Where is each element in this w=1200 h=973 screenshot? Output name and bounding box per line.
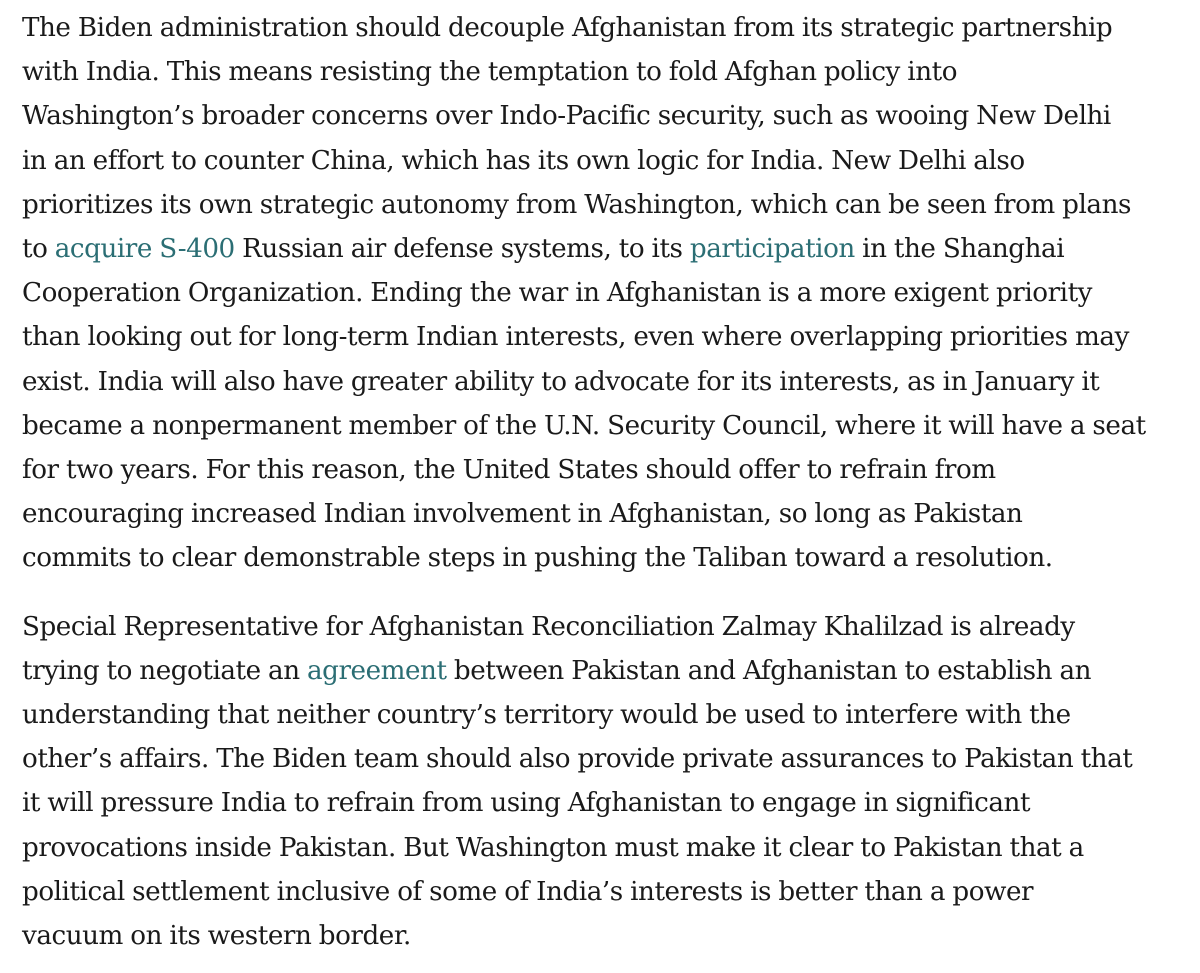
text-line (22, 404, 1194, 448)
text-segment: prioritizes its own strategic autonomy from Washington, which can be seen from plans (22, 189, 1131, 220)
text-line (22, 826, 1194, 870)
text-line (22, 183, 1194, 227)
text-segment: between Pakistan and Afghanistan to establish an (446, 655, 1092, 686)
text-line (22, 914, 1194, 958)
text-segment: Cooperation Organization. Ending the war in Afghanistan is a more exigent priority (22, 278, 1092, 309)
text-segment: than looking out for long-term Indian interests, even where overlapping priorities may (22, 322, 1129, 353)
text-segment: in an effort to counter China, which has its own logic for India. New Delhi also (22, 145, 1025, 176)
text-segment: for two years. For this reason, the United States should offer to refrain from (22, 455, 996, 486)
text-segment: exist. India will also have greater ability to advocate for its interests, as in January it (22, 366, 1100, 397)
text-line (22, 649, 1194, 693)
text-line (22, 6, 1194, 50)
text-segment: trying to negotiate an (22, 655, 307, 686)
text-line (22, 360, 1194, 404)
inline-link[interactable]: agreement (306, 655, 447, 686)
text-segment: commits to clear demonstrable steps in pushing the Taliban toward a resolution. (22, 543, 1053, 574)
text-line (22, 737, 1194, 781)
text-line (22, 492, 1194, 536)
text-line (22, 605, 1194, 649)
text-segment: understanding that neither country’s territory would be used to interfere with the (22, 700, 1071, 731)
text-segment: to (22, 234, 55, 265)
article-body (22, 6, 1194, 958)
text-segment: Special Representative for Afghanistan Reconciliation Zalmay Khalilzad is already (22, 611, 1075, 642)
text-line (22, 271, 1194, 315)
text-line (22, 448, 1194, 492)
text-segment: provocations inside Pakistan. But Washington must make it clear to Pakistan that a (22, 832, 1084, 863)
text-segment: Washington’s broader concerns over Indo-Pacific security, such as wooing New Delhi (22, 101, 1111, 132)
text-segment: The Biden administration should decouple Afghanistan from its strategic partnership (22, 13, 1113, 43)
text-line (22, 94, 1194, 138)
paragraph-1 (22, 6, 1194, 581)
text-line (22, 139, 1194, 183)
text-line (22, 227, 1194, 271)
text-line (22, 693, 1194, 737)
text-segment: became a nonpermanent member of the U.N. Security Council, where it will have a seat (22, 410, 1146, 441)
text-line (22, 870, 1194, 914)
paragraph-gap (22, 581, 1194, 605)
text-segment: it will pressure India to refrain from using Afghanistan to engage in significant (22, 788, 1031, 819)
text-line (22, 536, 1194, 580)
paragraph-2 (22, 605, 1194, 959)
text-line (22, 781, 1194, 825)
text-segment: Russian air defense systems, to its (234, 234, 690, 265)
text-segment: with India. This means resisting the temptation to fold Afghan policy into (22, 57, 958, 88)
text-segment: other’s affairs. The Biden team should also provide private assurances to Pakistan that (22, 744, 1133, 775)
inline-link[interactable]: participation (689, 234, 855, 265)
text-segment: vacuum on its western border. (22, 921, 411, 952)
text-line (22, 315, 1194, 359)
text-segment: encouraging increased Indian involvement in Afghanistan, so long as Pakistan (22, 499, 1023, 530)
text-line (22, 50, 1194, 94)
inline-link[interactable]: acquire S-400 (54, 234, 235, 265)
text-segment: political settlement inclusive of some of India’s interests is better than a power (22, 876, 1034, 907)
text-segment: in the Shanghai (854, 234, 1065, 265)
